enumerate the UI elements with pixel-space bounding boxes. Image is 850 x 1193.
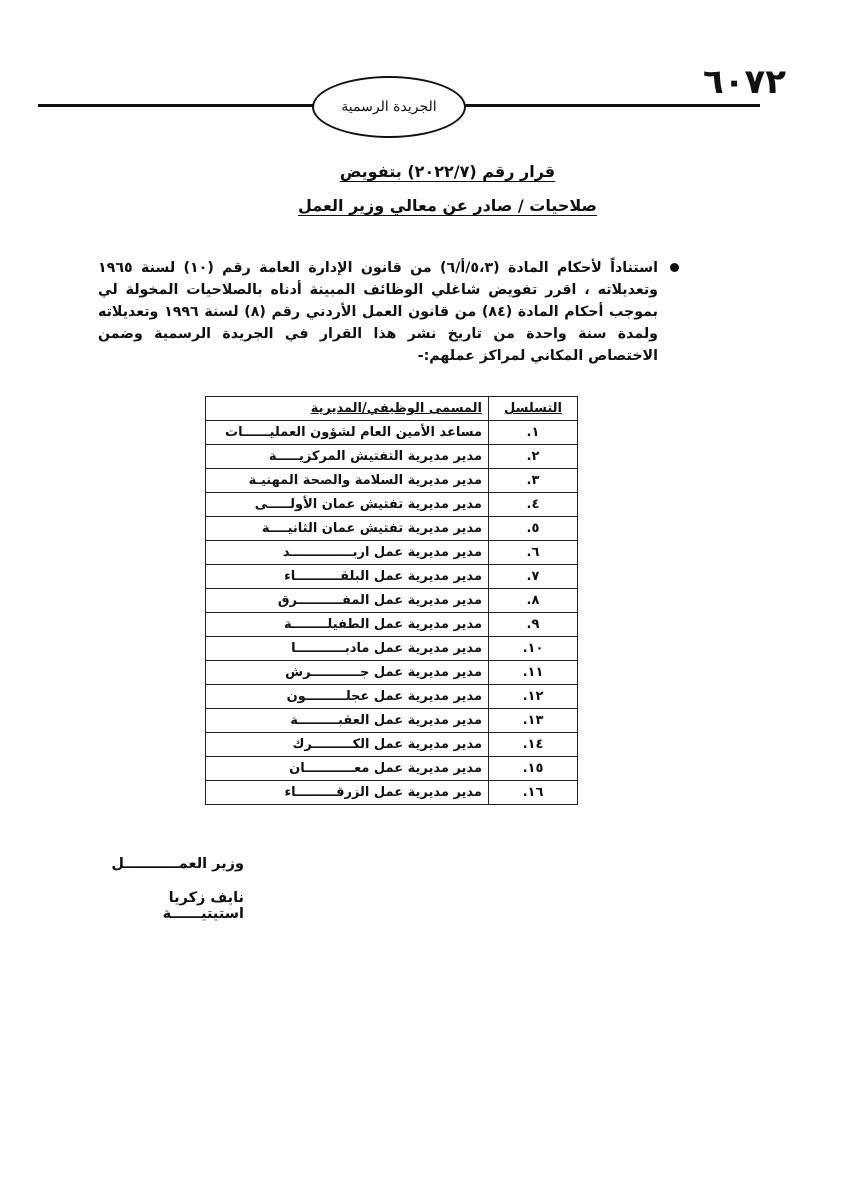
row-serial: ١٢. [489, 685, 578, 709]
bullet-icon [670, 263, 679, 272]
page-number: ٦٠٧٢ [702, 62, 786, 102]
row-serial: ١٠. [489, 637, 578, 661]
table-row [206, 493, 578, 517]
row-job-title: مدير مديرية التفتيش المركزيـــــة [206, 445, 489, 469]
delegations-table [205, 396, 578, 805]
decision-title [150, 162, 650, 230]
table-row [206, 733, 578, 757]
row-job-title: مدير مديرية تفتيش عمان الثانيــــة [206, 517, 489, 541]
row-job-title: مدير مديرية عمل مادبـــــــــــا [206, 637, 489, 661]
row-job-title: مساعد الأمين العام لشؤون العمليــــــات [206, 421, 489, 445]
decision-title-line-1: قرار رقم (٢٠٢٢/٧) بتفويض [339, 162, 556, 181]
table-row [206, 661, 578, 685]
table-row [206, 757, 578, 781]
row-job-title: مدير مديرية عمل الطفيلــــــــة [206, 613, 489, 637]
table-row [206, 445, 578, 469]
gazette-name: الجريدة الرسمية [341, 99, 437, 115]
row-job-title: مدير مديرية السلامة والصحة المهنيـة [206, 469, 489, 493]
decision-title-line-2: صلاحيات / صادر عن معالي وزير العمل [297, 196, 598, 215]
row-job-title: مدير مديرية عمل البلقــــــــــاء [206, 565, 489, 589]
decision-body: استناداً لأحكام المادة (٥،٣/أ/٦) من قانون الإدارة العامة رقم (١٠) لسنة ١٩٦٥ وتعديلاته ، اقرر تفويض شاغلي الوظائف المبينة أدناه بالصلاحيات المخولة لي بموجب أحكام المادة (٨٤) من قانون العمل الأردني رقم (٨) لسنة ١٩٩٦ وتعديلاته ولمدة سنة واحدة من تاريخ نشر هذا القرار في الجريدة الرسمية وضمن الاختصاص المكاني لمراكز عملهم:- [98, 260, 658, 364]
row-job-title: مدير مديرية عمل الزرقـــــــــاء [206, 781, 489, 805]
table-row [206, 709, 578, 733]
table-row [206, 781, 578, 805]
row-serial: ٨. [489, 589, 578, 613]
row-serial: ٩. [489, 613, 578, 637]
row-serial: ٥. [489, 517, 578, 541]
table-row [206, 613, 578, 637]
row-serial: ١. [489, 421, 578, 445]
row-job-title: مدير مديرية عمل جـــــــــــرش [206, 661, 489, 685]
row-serial: ١٦. [489, 781, 578, 805]
row-job-title: مدير مديرية تفتيش عمان الأولـــــى [206, 493, 489, 517]
row-serial: ١٤. [489, 733, 578, 757]
table-row [206, 541, 578, 565]
table-row [206, 637, 578, 661]
table-row [206, 469, 578, 493]
table-row [206, 421, 578, 445]
row-job-title: مدير مديرية عمل عجلـــــــــون [206, 685, 489, 709]
row-serial: ١٥. [489, 757, 578, 781]
table-header-row [206, 397, 578, 421]
row-job-title: مدير مديرية عمل معـــــــــــان [206, 757, 489, 781]
table-row [206, 589, 578, 613]
row-serial: ٦. [489, 541, 578, 565]
row-job-title: مدير مديرية عمل المفــــــــــرق [206, 589, 489, 613]
row-serial: ٢. [489, 445, 578, 469]
row-serial: ١٣. [489, 709, 578, 733]
row-serial: ٣. [489, 469, 578, 493]
gazette-header-oval [312, 76, 466, 138]
row-job-title: مدير مديرية عمل اربــــــــــــــد [206, 541, 489, 565]
row-serial: ٤. [489, 493, 578, 517]
header-title: المسمى الوظيفي/المديرية [206, 397, 489, 421]
row-job-title: مدير مديرية عمل العقبـــــــــة [206, 709, 489, 733]
table-row [206, 685, 578, 709]
table-row [206, 565, 578, 589]
table-row [206, 517, 578, 541]
row-job-title: مدير مديرية عمل الكـــــــــرك [206, 733, 489, 757]
signatory-title: وزير العمـــــــــــل [111, 856, 244, 872]
header-serial: التسلسل [489, 397, 578, 421]
signatory-name: نايف زكريا استيتيــــــة [162, 890, 244, 922]
row-serial: ١١. [489, 661, 578, 685]
row-serial: ٧. [489, 565, 578, 589]
